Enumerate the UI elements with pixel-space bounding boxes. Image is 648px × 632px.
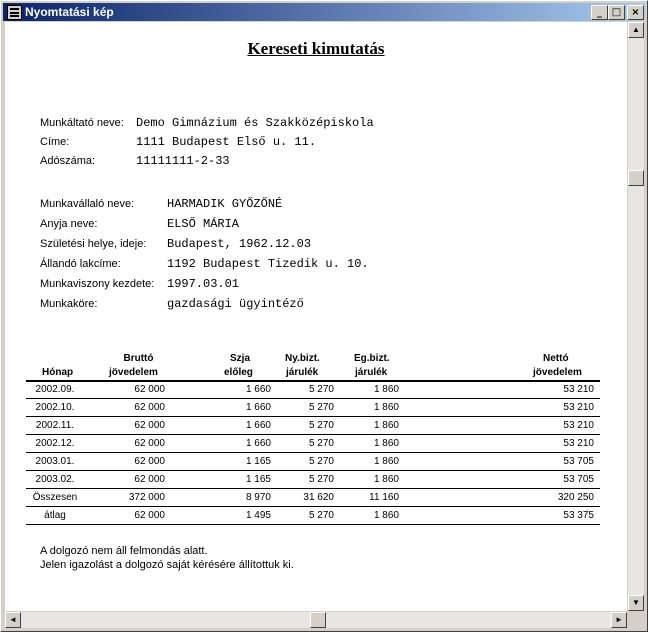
employer-label: Adószáma: (40, 155, 96, 167)
employer-value: 1111 Budapest Első u. 11. (136, 135, 317, 149)
employee-value: gazdasági ügyintéző (167, 297, 304, 311)
scroll-right-button[interactable]: ► (611, 612, 627, 628)
cell-brutto: 62 000 (134, 438, 165, 449)
vertical-scrollbar[interactable] (628, 22, 644, 611)
cell-ny: 5 270 (308, 456, 334, 467)
employer-value: 11111111-2-33 (136, 154, 230, 168)
cell-eg: 1 860 (373, 474, 399, 485)
employee-label: Születési helye, ideje: (40, 238, 147, 250)
cell-eg: 1 860 (373, 438, 399, 449)
col-header-pension-2: járulék (286, 367, 319, 378)
cell-netto: 320 250 (557, 492, 594, 503)
cell-eg: 11 160 (369, 492, 399, 503)
employee-label: Munkavállaló neve: (40, 198, 135, 210)
row-divider (26, 470, 600, 471)
cell-eg: 1 860 (373, 384, 399, 395)
cell-netto: 53 210 (563, 402, 594, 413)
cell-szja: 1 660 (245, 402, 271, 413)
employer-value: Demo Gimnázium és Szakközépiskola (136, 116, 374, 130)
cell-honap: 2002.12. (35, 438, 75, 449)
employee-value: HARMADIK GYŐZŐNÉ (167, 197, 283, 211)
cell-brutto: 62 000 (134, 402, 165, 413)
cell-eg: 1 860 (373, 420, 399, 431)
employee-label: Állandó lakcíme: (40, 258, 121, 270)
cell-ny: 5 270 (308, 402, 334, 413)
cell-honap: átlag (44, 510, 66, 521)
cell-brutto: 372 000 (128, 492, 165, 503)
col-header-net-2: jövedelem (533, 367, 582, 378)
note-line-2: Jelen igazolást a dolgozó saját kérésére állítottuk ki. (40, 559, 294, 571)
row-divider (26, 524, 600, 525)
scrollbar-corner (628, 612, 644, 628)
cell-ny: 5 270 (308, 420, 334, 431)
employee-label: Munkaviszony kezdete: (40, 278, 155, 290)
cell-szja: 1 165 (245, 474, 271, 485)
row-divider (26, 506, 600, 507)
table-header-divider (26, 380, 600, 382)
cell-ny: 5 270 (308, 384, 334, 395)
employee-value: 1997.03.01 (167, 277, 240, 291)
cell-netto: 53 375 (563, 510, 594, 521)
cell-ny: 5 270 (308, 474, 334, 485)
cell-szja: 1 660 (245, 438, 271, 449)
app-icon[interactable] (7, 5, 22, 20)
cell-szja: 1 495 (245, 510, 271, 521)
cell-eg: 1 860 (373, 510, 399, 521)
cell-brutto: 62 000 (134, 474, 165, 485)
maximize-button[interactable]: □ (608, 5, 625, 20)
col-header-gross-2: jövedelem (109, 367, 158, 378)
horizontal-scrollbar[interactable] (5, 612, 627, 628)
cell-honap: 2003.01. (35, 456, 75, 467)
cell-honap: Összesen (32, 492, 78, 503)
cell-ny: 31 620 (303, 492, 334, 503)
cell-brutto: 62 000 (134, 420, 165, 431)
vertical-scroll-thumb[interactable] (628, 170, 644, 186)
cell-brutto: 62 000 (134, 456, 165, 467)
scroll-down-button[interactable]: ▼ (628, 595, 644, 611)
cell-netto: 53 210 (563, 420, 594, 431)
cell-ny: 5 270 (308, 510, 334, 521)
cell-szja: 1 660 (245, 384, 271, 395)
note-line-1: A dolgozó nem áll felmondás alatt. (40, 545, 208, 557)
cell-netto: 53 210 (563, 384, 594, 395)
employee-value: 1192 Budapest Tizedik u. 10. (167, 257, 369, 271)
cell-szja: 8 970 (245, 492, 271, 503)
row-divider (26, 434, 600, 435)
employee-value: ELSŐ MÁRIA (167, 217, 240, 231)
minimize-button[interactable]: _ (591, 5, 608, 20)
document-title: Kereseti kimutatás (247, 39, 385, 58)
horizontal-scroll-thumb[interactable] (310, 612, 326, 628)
employee-value: Budapest, 1962.12.03 (167, 237, 312, 251)
col-header-health-1: Eg.bizt. (354, 353, 390, 364)
scroll-left-button[interactable]: ◄ (5, 612, 21, 628)
close-button[interactable]: × (627, 5, 644, 20)
cell-brutto: 62 000 (134, 510, 165, 521)
cell-honap: 2003.02. (35, 474, 75, 485)
col-header-pension-1: Ny.bizt. (285, 353, 320, 364)
row-divider (26, 452, 600, 453)
cell-honap: 2002.10. (35, 402, 75, 413)
row-divider (26, 416, 600, 417)
cell-eg: 1 860 (373, 456, 399, 467)
cell-szja: 1 165 (245, 456, 271, 467)
col-header-net-1: Nettó (543, 353, 569, 364)
col-header-month: Hónap (42, 367, 74, 378)
employee-label: Munkaköre: (40, 298, 98, 310)
cell-honap: 2002.09. (35, 384, 75, 395)
cell-netto: 53 705 (563, 474, 594, 485)
row-divider (26, 488, 600, 489)
employer-label: Munkáltató neve: (40, 117, 124, 129)
col-header-gross-1: Bruttó (123, 353, 154, 364)
col-header-tax-1: Szja (230, 353, 251, 364)
scroll-up-button[interactable]: ▲ (628, 22, 644, 38)
cell-netto: 53 210 (563, 438, 594, 449)
cell-netto: 53 705 (563, 456, 594, 467)
employee-label: Anyja neve: (40, 218, 98, 230)
row-divider (26, 398, 600, 399)
cell-eg: 1 860 (373, 402, 399, 413)
title-bar[interactable] (3, 3, 645, 21)
col-header-tax-2: előleg (224, 367, 253, 378)
employer-label: Címe: (40, 136, 70, 148)
col-header-health-2: járulék (355, 367, 388, 378)
cell-szja: 1 660 (245, 420, 271, 431)
window-title: Nyomtatási kép (25, 5, 114, 19)
cell-honap: 2002.11. (35, 420, 75, 431)
cell-ny: 5 270 (308, 438, 334, 449)
cell-brutto: 62 000 (134, 384, 165, 395)
document-page (5, 22, 627, 611)
